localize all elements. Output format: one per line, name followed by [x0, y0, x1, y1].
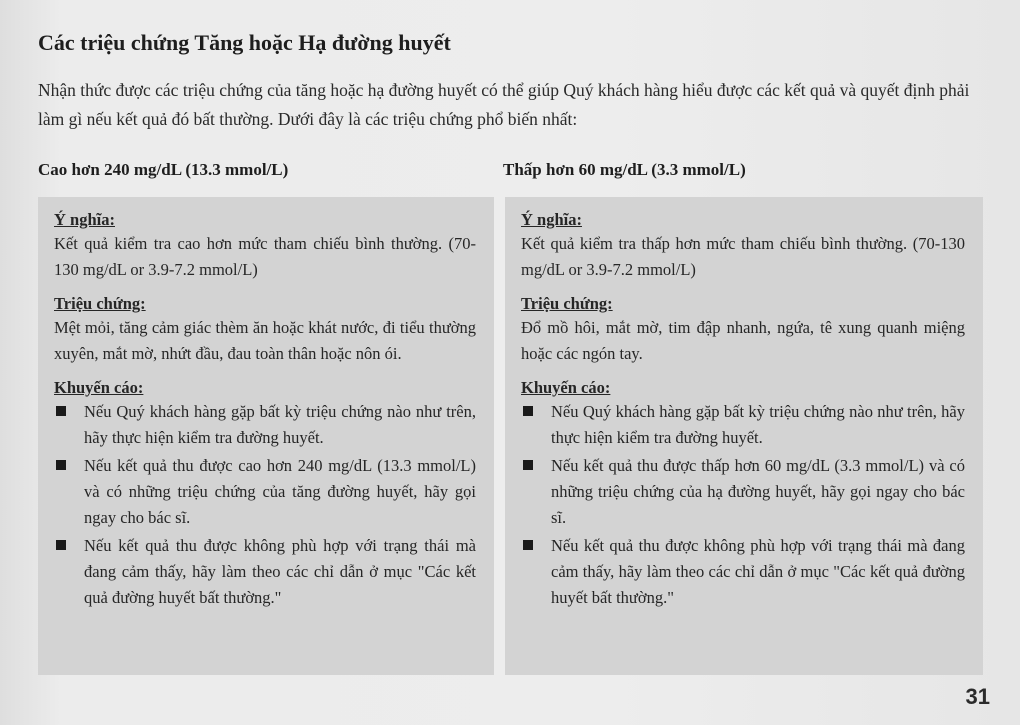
high-glucose-box — [38, 197, 494, 675]
advice-list — [521, 399, 965, 611]
advice-text: Nếu kết quả thu được không phù hợp với trạng thái mà đang cảm thấy, hãy làm theo các chỉ dẫn ở mục "Các kết quả đường huyết bất thường." — [84, 536, 476, 607]
advice-list — [54, 399, 476, 611]
advice-item — [521, 533, 965, 611]
meaning-label: Ý nghĩa: — [54, 210, 115, 229]
bullet-square-icon — [523, 406, 533, 416]
advice-label: Khuyến cáo: — [54, 378, 144, 397]
meaning-text: Kết quả kiểm tra thấp hơn mức tham chiếu bình thường. (70-130 mg/dL or 3.9-7.2 mmol/L) — [521, 234, 965, 279]
advice-text: Nếu kết quả thu được cao hơn 240 mg/dL (13.3 mmol/L) và có những triệu chứng của tăng đường huyết, hãy gọi ngay cho bác sĩ. — [84, 456, 476, 527]
low-glucose-heading: Thấp hơn 60 mg/dL (3.3 mmol/L) — [503, 160, 746, 179]
bullet-square-icon — [523, 460, 533, 470]
symptoms-label: Triệu chứng: — [521, 294, 613, 313]
high-glucose-heading: Cao hơn 240 mg/dL (13.3 mmol/L) — [38, 160, 289, 179]
advice-item — [54, 533, 476, 611]
advice-text: Nếu Quý khách hàng gặp bất kỳ triệu chứng nào như trên, hãy thực hiện kiểm tra đường huyết. — [551, 402, 965, 447]
intro-paragraph: Nhận thức được các triệu chứng của tăng hoặc hạ đường huyết có thể giúp Quý khách hàng hiểu được các kết quả và quyết định phải làm gì nếu kết quả đó bất thường. Dưới đây là các triệu chứng phổ biến nhất: — [38, 80, 970, 129]
advice-label: Khuyến cáo: — [521, 378, 611, 397]
page-title: Các triệu chứng Tăng hoặc Hạ đường huyết — [38, 30, 451, 55]
advice-text: Nếu kết quả thu được không phù hợp với trạng thái mà đang cảm thấy, hãy làm theo các chỉ dẫn ở mục "Các kết quả đường huyết bất thường." — [551, 536, 965, 607]
symptoms-label: Triệu chứng: — [54, 294, 146, 313]
bullet-square-icon — [56, 460, 66, 470]
advice-text: Nếu kết quả thu được thấp hơn 60 mg/dL (3.3 mmol/L) và có những triệu chứng của hạ đường huyết, hãy gọi ngay cho bác sĩ. — [551, 456, 965, 527]
meaning-label: Ý nghĩa: — [521, 210, 582, 229]
advice-text: Nếu Quý khách hàng gặp bất kỳ triệu chứng nào như trên, hãy thực hiện kiểm tra đường huyết. — [84, 402, 476, 447]
meaning-text: Kết quả kiểm tra cao hơn mức tham chiếu bình thường. (70-130 mg/dL or 3.9-7.2 mmol/L) — [54, 234, 476, 279]
advice-item — [54, 453, 476, 531]
bullet-square-icon — [523, 540, 533, 550]
advice-item — [521, 453, 965, 531]
advice-item — [54, 399, 476, 451]
advice-item — [521, 399, 965, 451]
page-number: 31 — [965, 684, 990, 709]
symptoms-text: Đổ mồ hôi, mắt mờ, tim đập nhanh, ngứa, tê xung quanh miệng hoặc các ngón tay. — [521, 318, 965, 363]
symptoms-text: Mệt mỏi, tăng cảm giác thèm ăn hoặc khát nước, đi tiểu thường xuyên, mắt mờ, nhứt đầu, đau toàn thân hoặc nôn ói. — [54, 318, 476, 363]
bullet-square-icon — [56, 540, 66, 550]
low-glucose-box — [505, 197, 983, 675]
bullet-square-icon — [56, 406, 66, 416]
